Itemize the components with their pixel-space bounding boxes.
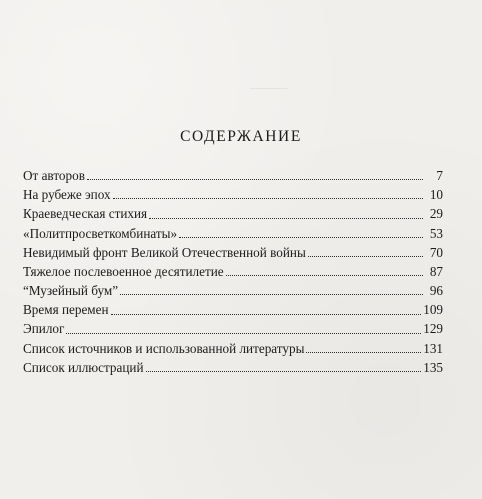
toc-entry-title: От авторов <box>23 167 85 183</box>
toc-entry-page-number: 53 <box>429 225 443 241</box>
toc-entry-page-number: 70 <box>429 244 443 260</box>
dot-leader <box>87 179 423 180</box>
dot-leader <box>66 333 421 334</box>
toc-entry-page-number: 10 <box>429 187 443 203</box>
toc-entry-title: Невидимый фронт Великой Отечественной войны <box>23 244 306 260</box>
toc-entry-page-number: 129 <box>423 321 443 337</box>
toc-entry-title: Список источников и использованной литературы <box>23 340 305 356</box>
toc-entry-page-number: 29 <box>429 206 443 222</box>
dot-leader <box>179 237 423 238</box>
toc-entry-page-number: 96 <box>429 283 443 299</box>
toc-entry-title: Тяжелое послевоенное десятилетие <box>23 263 224 279</box>
toc-entry[interactable] <box>23 182 443 201</box>
toc-entry-page-number: 135 <box>423 359 443 375</box>
dot-leader <box>120 294 423 295</box>
toc-entry-title: “Музейный бум” <box>23 283 119 299</box>
dot-leader <box>149 218 423 219</box>
toc-entry-page-number: 109 <box>423 302 443 318</box>
dot-leader <box>113 198 423 199</box>
contents-heading: СОДЕРЖАНИЕ <box>180 128 302 145</box>
faint-mark <box>250 88 288 95</box>
toc-entry[interactable] <box>23 201 443 220</box>
toc-entry-title: Краеведческая стихия <box>23 206 148 222</box>
toc-entry[interactable] <box>23 221 443 240</box>
toc-entry[interactable] <box>23 259 443 278</box>
toc-entry[interactable] <box>23 240 443 259</box>
dot-leader <box>306 352 421 353</box>
table-of-contents <box>23 163 443 374</box>
dot-leader <box>308 256 423 257</box>
toc-entry-title: Список иллюстраций <box>23 359 144 375</box>
toc-entry-title: Время перемен <box>23 302 109 318</box>
toc-entry[interactable] <box>23 278 443 297</box>
toc-entry-page-number: 131 <box>423 340 443 356</box>
toc-entry-title: Эпилог <box>23 321 65 337</box>
toc-entry-title: На рубеже эпох <box>23 187 111 203</box>
toc-entry[interactable] <box>23 297 443 316</box>
dot-leader <box>226 275 423 276</box>
dot-leader <box>111 314 422 315</box>
toc-entry-title: «Политпросветкомбинаты» <box>23 225 178 241</box>
toc-entry[interactable] <box>23 336 443 355</box>
toc-entry-page-number: 87 <box>429 263 443 279</box>
toc-entry[interactable] <box>23 317 443 336</box>
dot-leader <box>146 371 422 372</box>
toc-entry[interactable] <box>23 355 443 374</box>
toc-entry-page-number: 7 <box>436 167 443 183</box>
toc-entry[interactable] <box>23 163 443 182</box>
